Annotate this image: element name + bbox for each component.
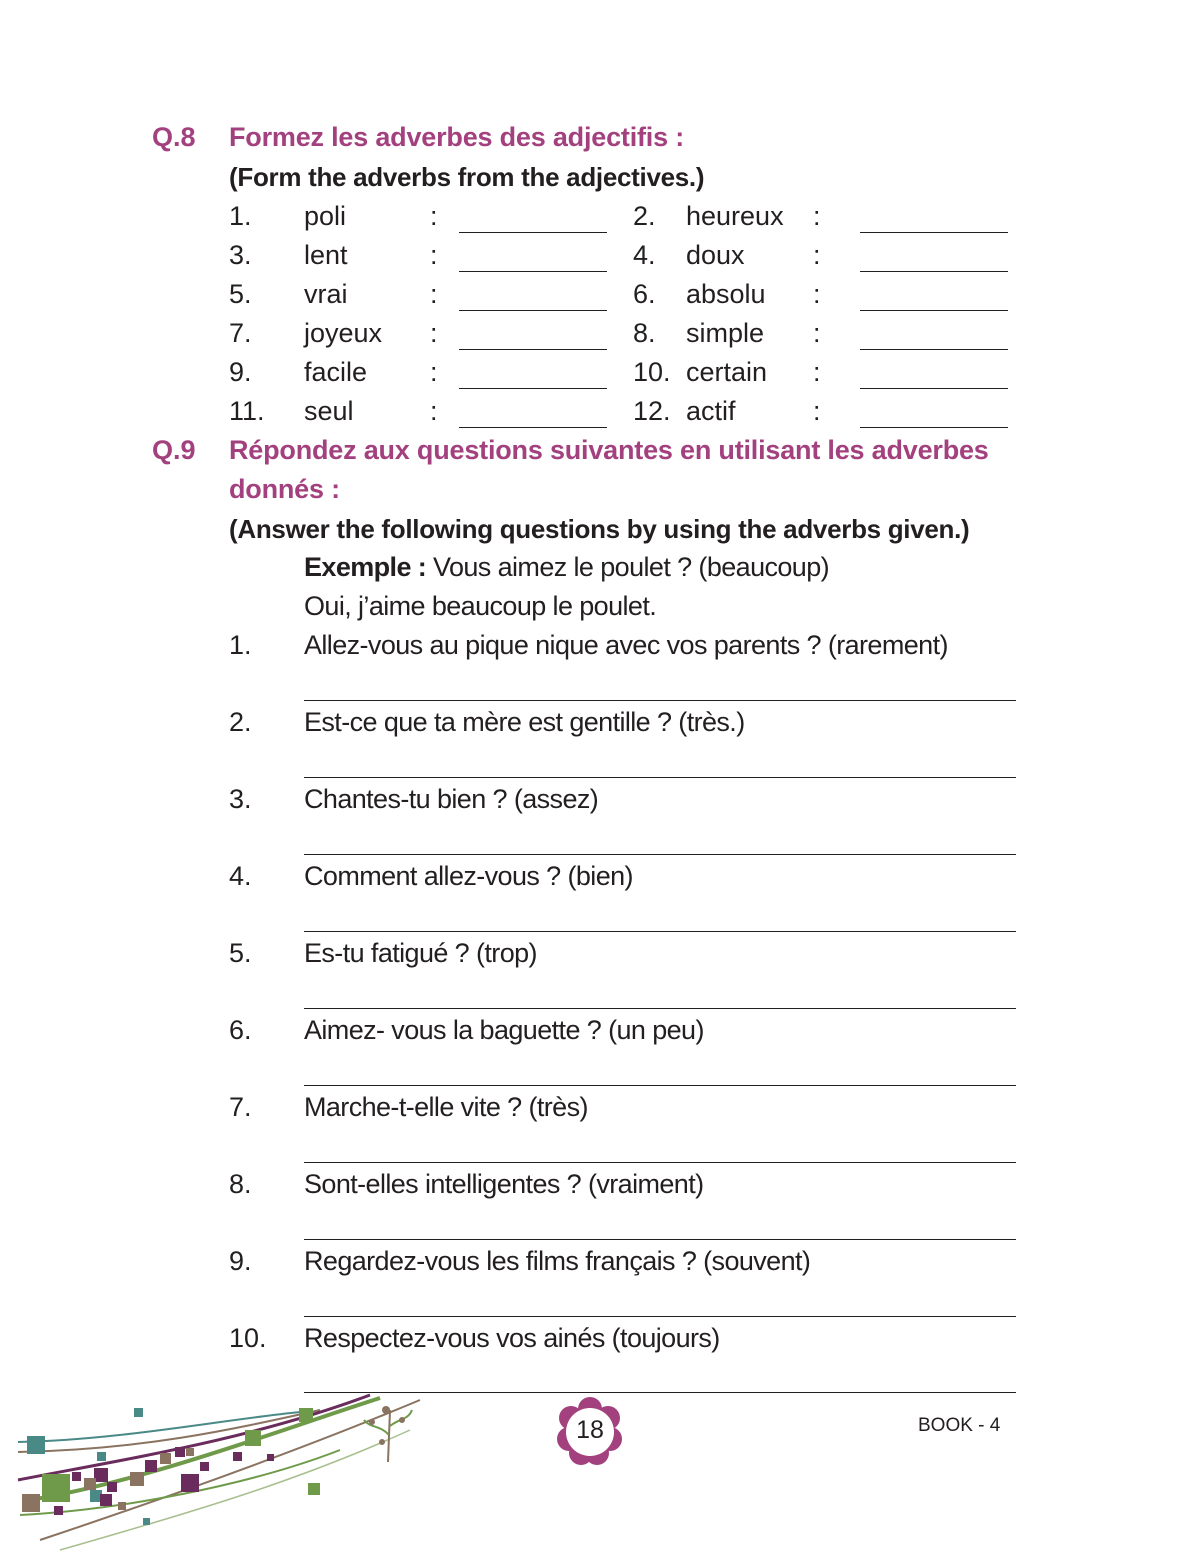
q8-item-colon: : (813, 201, 821, 231)
q8-answer-blank[interactable] (860, 388, 1008, 389)
question-text: Regardez-vous les films français ? (souvent) (304, 1246, 811, 1276)
question-number: 5. (229, 938, 252, 968)
q9-title-line1: Répondez aux questions suivantes en utilisant les adverbes (229, 435, 989, 465)
q8-item-number: 4. (633, 240, 656, 270)
question-number: 6. (229, 1015, 252, 1045)
example-answer: Oui, j’aime beaucoup le poulet. (304, 591, 657, 621)
answer-line[interactable] (304, 1162, 1016, 1163)
q9-title-line2: donnés : (229, 474, 340, 504)
q8-item-word: facile (304, 357, 368, 387)
question-text: Aimez- vous la baguette ? (un peu) (304, 1015, 704, 1045)
question-text: Chantes-tu bien ? (assez) (304, 784, 599, 814)
page-number: 18 (576, 1416, 604, 1444)
q8-item-number: 10. (633, 357, 671, 387)
answer-line[interactable] (304, 931, 1016, 932)
q8-item-number: 6. (633, 279, 656, 309)
question-text: Respectez-vous vos ainés (toujours) (304, 1323, 720, 1353)
q8-item-colon: : (430, 357, 438, 387)
q8-item-number: 11. (229, 396, 265, 426)
answer-line[interactable] (304, 1085, 1016, 1086)
q8-answer-blank[interactable] (860, 271, 1008, 272)
q8-answer-blank[interactable] (459, 310, 607, 311)
example-label: Exemple : (304, 552, 427, 582)
q8-answer-blank[interactable] (860, 232, 1008, 233)
q8-item-colon: : (430, 279, 438, 309)
question-number: 9. (229, 1246, 252, 1276)
q8-answer-blank[interactable] (860, 310, 1008, 311)
q8-answer-blank[interactable] (860, 349, 1008, 350)
q8-item-number: 3. (229, 240, 252, 270)
q8-title: Formez les adverbes des adjectifis : (229, 122, 684, 152)
example-question: Vous aimez le poulet ? (beaucoup) (426, 552, 830, 582)
question-number: 4. (229, 861, 252, 891)
q8-answer-blank[interactable] (860, 427, 1008, 428)
q8-answer-blank[interactable] (459, 271, 607, 272)
q8-item-number: 12. (633, 396, 671, 426)
question-number: 1. (229, 630, 252, 660)
q8-item-word: lent (304, 240, 348, 270)
q8-item-number: 1. (229, 201, 252, 231)
answer-line[interactable] (304, 1239, 1016, 1240)
q8-item-word: simple (686, 318, 765, 348)
q8-item-colon: : (430, 396, 438, 426)
question-number: 3. (229, 784, 252, 814)
q8-item-word: joyeux (304, 318, 383, 348)
q8-item-number: 7. (229, 318, 252, 348)
q8-item-colon: : (430, 240, 438, 270)
q8-item-word: absolu (686, 279, 766, 309)
q8-item-word: actif (686, 396, 736, 426)
q8-answer-blank[interactable] (459, 232, 607, 233)
page-number-badge (553, 1396, 627, 1466)
q8-item-colon: : (813, 318, 821, 348)
footer-decoration (0, 1390, 430, 1563)
answer-line[interactable] (304, 1316, 1016, 1317)
q8-answer-blank[interactable] (459, 349, 607, 350)
question-text: Est-ce que ta mère est gentille ? (très.) (304, 707, 745, 737)
q8-item-number: 5. (229, 279, 252, 309)
answer-line[interactable] (304, 700, 1016, 701)
q8-answer-blank[interactable] (459, 388, 607, 389)
q8-item-number: 2. (633, 201, 656, 231)
question-text: Sont-elles intelligentes ? (vraiment) (304, 1169, 704, 1199)
q9-number: Q.9 (152, 435, 196, 465)
q8-item-word: vrai (304, 279, 348, 309)
question-text: Marche-t-elle vite ? (très) (304, 1092, 588, 1122)
answer-line[interactable] (304, 1008, 1016, 1009)
q8-item-word: poli (304, 201, 347, 231)
q9-example (304, 552, 829, 583)
q8-item-colon: : (813, 396, 821, 426)
q8-item-word: certain (686, 357, 768, 387)
answer-line[interactable] (304, 777, 1016, 778)
q8-item-word: seul (304, 396, 354, 426)
q8-item-colon: : (813, 240, 821, 270)
q8-item-colon: : (813, 279, 821, 309)
q8-item-number: 9. (229, 357, 252, 387)
question-number: 2. (229, 707, 252, 737)
question-text: Comment allez-vous ? (bien) (304, 861, 633, 891)
q8-answer-blank[interactable] (459, 427, 607, 428)
q9-subtitle: (Answer the following questions by using the adverbs given.) (229, 514, 970, 544)
book-label: BOOK - 4 (918, 1415, 1001, 1436)
q8-item-number: 8. (633, 318, 656, 348)
q8-subtitle: (Form the adverbs from the adjectives.) (229, 162, 705, 192)
question-text: Allez-vous au pique nique avec vos parents ? (rarement) (304, 630, 948, 660)
q8-item-word: heureux (686, 201, 784, 231)
answer-line[interactable] (304, 854, 1016, 855)
q8-item-colon: : (430, 318, 438, 348)
question-number: 8. (229, 1169, 252, 1199)
question-number: 10. (229, 1323, 267, 1353)
question-number: 7. (229, 1092, 252, 1122)
question-text: Es-tu fatigué ? (trop) (304, 938, 537, 968)
q8-item-colon: : (813, 357, 821, 387)
q8-item-word: doux (686, 240, 745, 270)
q8-number: Q.8 (152, 122, 196, 152)
q8-item-colon: : (430, 201, 438, 231)
